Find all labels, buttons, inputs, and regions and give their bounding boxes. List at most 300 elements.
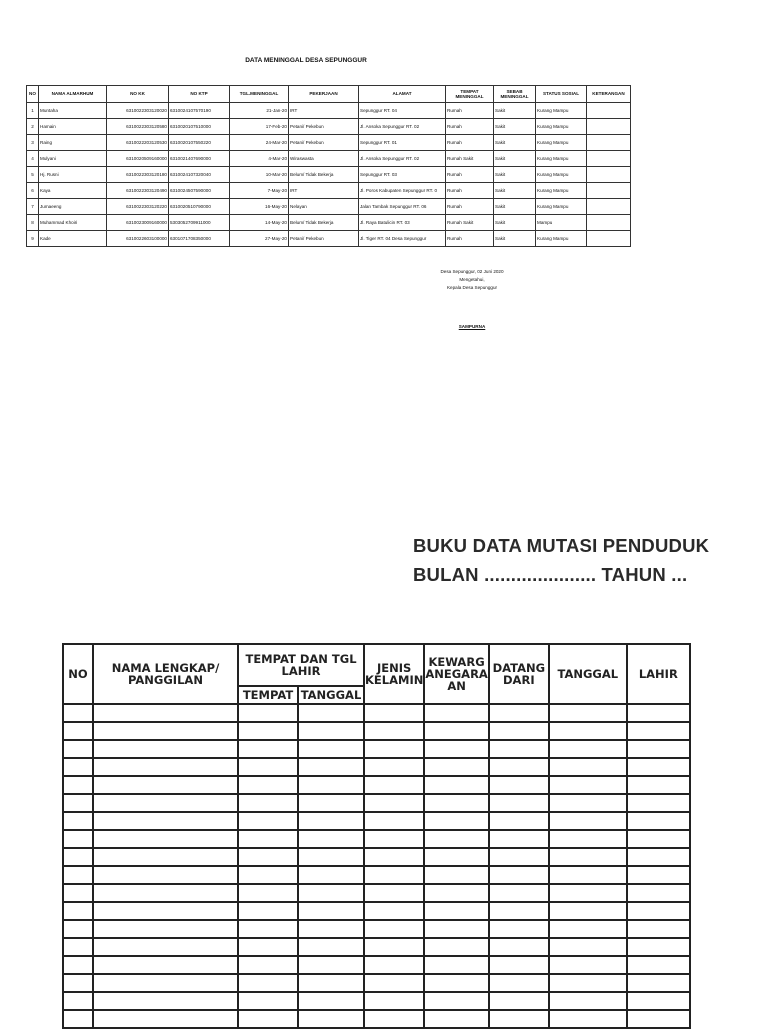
- cell-status: Kurang Mampu: [536, 151, 587, 167]
- empty-cell: [364, 704, 424, 722]
- table-row: [27, 151, 631, 167]
- cell-nama: Jumaeeng: [39, 199, 107, 215]
- header-tanggal: TANGGAL: [549, 644, 627, 704]
- empty-cell: [627, 758, 690, 776]
- cell-pekerjaan: Wiraswasta: [289, 151, 359, 167]
- empty-cell: [238, 740, 298, 758]
- cell-nama: Raing: [39, 135, 107, 151]
- header-status: STATUS SOSIAL: [536, 86, 587, 103]
- empty-cell: [627, 812, 690, 830]
- empty-cell: [424, 920, 488, 938]
- empty-row: [63, 956, 690, 974]
- header-keterangan: KETERANGAN: [587, 86, 631, 103]
- empty-cell: [238, 938, 298, 956]
- cell-tempat: Rumah: [446, 167, 494, 183]
- empty-cell: [489, 704, 549, 722]
- cell-nama: Muntaha: [39, 103, 107, 119]
- table-row: [27, 215, 631, 231]
- cell-nama: Muhammad Khoiri: [39, 215, 107, 231]
- cell-no: 4: [27, 151, 39, 167]
- cell-nama: Hamain: [39, 119, 107, 135]
- empty-cell: [298, 758, 364, 776]
- empty-cell: [298, 974, 364, 992]
- empty-cell: [93, 1010, 238, 1028]
- empty-cell: [298, 902, 364, 920]
- mutation-table: [62, 643, 691, 1029]
- cell-keterangan: [587, 167, 631, 183]
- empty-cell: [364, 956, 424, 974]
- empty-cell: [238, 884, 298, 902]
- signature-block: [412, 268, 532, 292]
- table-row: [27, 199, 631, 215]
- cell-tempat: Rumah: [446, 183, 494, 199]
- empty-cell: [627, 920, 690, 938]
- empty-cell: [63, 920, 93, 938]
- cell-pekerjaan: Belum/ Tidak Bekerja: [289, 167, 359, 183]
- empty-cell: [549, 758, 627, 776]
- empty-cell: [93, 992, 238, 1010]
- empty-cell: [238, 830, 298, 848]
- empty-cell: [238, 722, 298, 740]
- empty-cell: [364, 776, 424, 794]
- empty-row: [63, 1010, 690, 1028]
- empty-row: [63, 902, 690, 920]
- empty-cell: [549, 902, 627, 920]
- cell-tempat: Rumah: [446, 135, 494, 151]
- cell-status: Kurang Mampu: [536, 135, 587, 151]
- empty-cell: [93, 974, 238, 992]
- cell-alamat: Sepunggur RT. 04: [359, 103, 446, 119]
- cell-nama: Hj. Rusni: [39, 167, 107, 183]
- empty-cell: [364, 722, 424, 740]
- header-tempat: TEMPAT MENINGGAL: [446, 86, 494, 103]
- empty-cell: [238, 902, 298, 920]
- empty-cell: [489, 920, 549, 938]
- cell-tempat: Rumah: [446, 119, 494, 135]
- cell-no: 1: [27, 103, 39, 119]
- empty-cell: [364, 992, 424, 1010]
- empty-cell: [364, 884, 424, 902]
- mutation-book-title: BUKU DATA MUTASI PENDUDUK: [413, 535, 710, 556]
- empty-cell: [63, 938, 93, 956]
- cell-keterangan: [587, 183, 631, 199]
- empty-cell: [238, 776, 298, 794]
- empty-row: [63, 866, 690, 884]
- table-header-row: [27, 86, 631, 103]
- empty-cell: [489, 992, 549, 1010]
- empty-cell: [364, 812, 424, 830]
- header-nama-lengkap: NAMA LENGKAP/ PANGGILAN: [93, 644, 238, 704]
- header-pekerjaan: PEKERJAAN: [289, 86, 359, 103]
- table-row: [27, 103, 631, 119]
- empty-cell: [63, 830, 93, 848]
- cell-pekerjaan: Belum/ Tidak Bekerja: [289, 215, 359, 231]
- empty-cell: [627, 1010, 690, 1028]
- cell-keterangan: [587, 215, 631, 231]
- empty-cell: [63, 704, 93, 722]
- empty-cell: [424, 974, 488, 992]
- cell-status: Kurang Mampu: [536, 183, 587, 199]
- cell-kk: 6310022203120530: [107, 135, 169, 151]
- empty-row: [63, 938, 690, 956]
- empty-cell: [489, 884, 549, 902]
- cell-sebab: Sakit: [494, 231, 536, 247]
- cell-sebab: Sakit: [494, 215, 536, 231]
- empty-cell: [424, 902, 488, 920]
- empty-cell: [489, 902, 549, 920]
- cell-pekerjaan: IRT: [289, 183, 359, 199]
- cell-nama: Kade: [39, 231, 107, 247]
- empty-cell: [424, 830, 488, 848]
- empty-cell: [93, 956, 238, 974]
- empty-cell: [238, 704, 298, 722]
- empty-cell: [298, 794, 364, 812]
- empty-cell: [238, 956, 298, 974]
- empty-cell: [364, 830, 424, 848]
- empty-cell: [63, 884, 93, 902]
- empty-cell: [549, 722, 627, 740]
- empty-cell: [549, 1010, 627, 1028]
- empty-cell: [93, 884, 238, 902]
- cell-tgl: 14-May-20: [230, 215, 289, 231]
- cell-kk: 6310022303120180: [107, 167, 169, 183]
- empty-cell: [364, 758, 424, 776]
- cell-sebab: Sakit: [494, 135, 536, 151]
- cell-no: 7: [27, 199, 39, 215]
- cell-nama: Kaya: [39, 183, 107, 199]
- cell-status: Kurang Mampu: [536, 103, 587, 119]
- cell-pekerjaan: Petani/ Pekebun: [289, 119, 359, 135]
- empty-cell: [298, 704, 364, 722]
- empty-cell: [298, 1010, 364, 1028]
- table-row: [27, 167, 631, 183]
- empty-cell: [364, 920, 424, 938]
- empty-cell: [63, 758, 93, 776]
- cell-alamat: Jl. Ansoka Sepunggur RT. 02: [359, 119, 446, 135]
- cell-alamat: Jl. Raya Batulicin RT. 03: [359, 215, 446, 231]
- cell-tgl: 7-May-20: [230, 183, 289, 199]
- empty-row: [63, 830, 690, 848]
- empty-cell: [298, 866, 364, 884]
- empty-cell: [489, 866, 549, 884]
- cell-kk: 6310023009160000: [107, 215, 169, 231]
- cell-sebab: Sakit: [494, 199, 536, 215]
- empty-row: [63, 992, 690, 1010]
- empty-cell: [627, 938, 690, 956]
- empty-cell: [364, 740, 424, 758]
- header-tempat-tgl-lahir: TEMPAT DAN TGL LAHIR: [238, 644, 364, 686]
- cell-kk: 6310022603100000: [107, 231, 169, 247]
- empty-cell: [93, 866, 238, 884]
- empty-cell: [93, 830, 238, 848]
- empty-cell: [93, 848, 238, 866]
- cell-tgl: 27-May-20: [230, 231, 289, 247]
- cell-sebab: Sakit: [494, 167, 536, 183]
- empty-cell: [298, 992, 364, 1010]
- empty-cell: [238, 920, 298, 938]
- empty-cell: [424, 740, 488, 758]
- empty-cell: [63, 1010, 93, 1028]
- document-title: DATA MENINGGAL DESA SEPUNGGUR: [245, 57, 367, 64]
- cell-tgl: 10-Mar-20: [230, 167, 289, 183]
- header-tgl: TGL.MENINGGAL: [230, 86, 289, 103]
- empty-cell: [627, 848, 690, 866]
- empty-cell: [424, 866, 488, 884]
- empty-cell: [298, 938, 364, 956]
- cell-ktp: 6310020107510000: [169, 119, 230, 135]
- empty-cell: [298, 884, 364, 902]
- cell-keterangan: [587, 119, 631, 135]
- month-year-line: BULAN ..................... TAHUN ...: [413, 564, 688, 585]
- cell-ktp: 6310024507590000: [169, 183, 230, 199]
- cell-alamat: Jl. Tiger RT. 04 Desa Sepunggur: [359, 231, 446, 247]
- empty-cell: [298, 956, 364, 974]
- cell-no: 6: [27, 183, 39, 199]
- empty-cell: [424, 938, 488, 956]
- empty-cell: [489, 722, 549, 740]
- cell-ktp: 6310021407690000: [169, 151, 230, 167]
- empty-cell: [489, 740, 549, 758]
- cell-kk: 6310022303120490: [107, 183, 169, 199]
- header-lahir: LAHIR: [627, 644, 690, 704]
- empty-cell: [364, 848, 424, 866]
- empty-cell: [489, 758, 549, 776]
- empty-row: [63, 776, 690, 794]
- empty-cell: [424, 758, 488, 776]
- empty-cell: [627, 902, 690, 920]
- cell-tgl: 16-May-20: [230, 199, 289, 215]
- cell-keterangan: [587, 151, 631, 167]
- empty-cell: [238, 1010, 298, 1028]
- empty-cell: [549, 848, 627, 866]
- empty-cell: [627, 740, 690, 758]
- cell-no: 2: [27, 119, 39, 135]
- empty-cell: [424, 794, 488, 812]
- empty-cell: [549, 956, 627, 974]
- empty-cell: [298, 812, 364, 830]
- empty-cell: [424, 704, 488, 722]
- empty-cell: [489, 848, 549, 866]
- empty-cell: [627, 776, 690, 794]
- empty-cell: [549, 866, 627, 884]
- cell-kk: 6310022303120220: [107, 199, 169, 215]
- empty-cell: [424, 776, 488, 794]
- empty-cell: [489, 776, 549, 794]
- empty-cell: [424, 992, 488, 1010]
- empty-cell: [238, 974, 298, 992]
- cell-tempat: Rumah Sakit: [446, 151, 494, 167]
- cell-no: 9: [27, 231, 39, 247]
- empty-cell: [93, 920, 238, 938]
- cell-tempat: Rumah: [446, 103, 494, 119]
- empty-cell: [63, 956, 93, 974]
- empty-row: [63, 758, 690, 776]
- empty-cell: [63, 722, 93, 740]
- empty-row: [63, 740, 690, 758]
- cell-alamat: Jalan Tambak Sepunggur RT. 06: [359, 199, 446, 215]
- empty-cell: [93, 812, 238, 830]
- empty-cell: [489, 974, 549, 992]
- empty-row: [63, 704, 690, 722]
- empty-cell: [424, 1010, 488, 1028]
- empty-cell: [549, 812, 627, 830]
- cell-kk: 6310022303120020: [107, 103, 169, 119]
- header-sebab: SEBAB MENINGGAL: [494, 86, 536, 103]
- empty-cell: [93, 794, 238, 812]
- cell-kk: 6310022303120580: [107, 119, 169, 135]
- cell-nama: Mulyani: [39, 151, 107, 167]
- empty-row: [63, 848, 690, 866]
- empty-cell: [549, 992, 627, 1010]
- cell-ktp: 6310020107550220: [169, 135, 230, 151]
- cell-alamat: Sepunggur RT. 01: [359, 135, 446, 151]
- empty-cell: [627, 704, 690, 722]
- cell-keterangan: [587, 231, 631, 247]
- empty-row: [63, 794, 690, 812]
- empty-cell: [549, 830, 627, 848]
- cell-pekerjaan: Petani/ Pekebun: [289, 231, 359, 247]
- empty-cell: [93, 740, 238, 758]
- cell-kk: 6310020509160000: [107, 151, 169, 167]
- cell-sebab: Sakit: [494, 183, 536, 199]
- header-tanggal-lahir: TANGGAL: [298, 686, 364, 704]
- empty-row: [63, 920, 690, 938]
- empty-cell: [238, 992, 298, 1010]
- cell-no: 3: [27, 135, 39, 151]
- table-row: [27, 231, 631, 247]
- empty-cell: [627, 830, 690, 848]
- empty-cell: [93, 704, 238, 722]
- cell-alamat: Jl. Poros Kabupaten Sepunggur RT. 0: [359, 183, 446, 199]
- empty-cell: [424, 956, 488, 974]
- empty-cell: [489, 1010, 549, 1028]
- empty-cell: [489, 794, 549, 812]
- header-nama: NAMA ALMARHUM: [39, 86, 107, 103]
- empty-row: [63, 974, 690, 992]
- empty-cell: [298, 848, 364, 866]
- table-row: [27, 119, 631, 135]
- empty-cell: [549, 884, 627, 902]
- header-no: NO: [63, 644, 93, 704]
- cell-tgl: 24-Mar-20: [230, 135, 289, 151]
- signer-name: SAMPURNA: [458, 324, 486, 329]
- cell-status: Kurang Mampu: [536, 231, 587, 247]
- empty-cell: [364, 866, 424, 884]
- cell-no: 8: [27, 215, 39, 231]
- empty-cell: [93, 722, 238, 740]
- cell-status: Kurang Mampu: [536, 199, 587, 215]
- cell-sebab: Sakit: [494, 151, 536, 167]
- cell-tempat: Rumah: [446, 199, 494, 215]
- death-data-table: [26, 85, 631, 247]
- empty-cell: [549, 740, 627, 758]
- empty-cell: [63, 974, 93, 992]
- cell-keterangan: [587, 135, 631, 151]
- empty-cell: [364, 794, 424, 812]
- empty-cell: [93, 938, 238, 956]
- cell-status: Mampu: [536, 215, 587, 231]
- empty-cell: [63, 866, 93, 884]
- empty-cell: [238, 848, 298, 866]
- empty-cell: [298, 920, 364, 938]
- empty-cell: [424, 812, 488, 830]
- cell-pekerjaan: IRT: [289, 103, 359, 119]
- empty-cell: [549, 974, 627, 992]
- empty-cell: [549, 938, 627, 956]
- empty-cell: [424, 722, 488, 740]
- empty-cell: [364, 902, 424, 920]
- header-ktp: NO KTP: [169, 86, 230, 103]
- empty-cell: [549, 920, 627, 938]
- header-kewarganegaraan: KEWARG ANEGARA AN: [424, 644, 488, 704]
- empty-cell: [627, 722, 690, 740]
- empty-cell: [238, 758, 298, 776]
- empty-cell: [238, 812, 298, 830]
- empty-cell: [489, 938, 549, 956]
- empty-cell: [627, 884, 690, 902]
- empty-cell: [549, 776, 627, 794]
- empty-cell: [549, 704, 627, 722]
- cell-tgl: 21-Jan-20: [230, 103, 289, 119]
- header-no: NO: [27, 86, 39, 103]
- empty-row: [63, 884, 690, 902]
- empty-cell: [364, 938, 424, 956]
- empty-cell: [63, 776, 93, 794]
- empty-cell: [364, 974, 424, 992]
- empty-cell: [63, 812, 93, 830]
- cell-status: Kurang Mampu: [536, 167, 587, 183]
- known-label: Mengetahui,: [459, 277, 485, 282]
- empty-cell: [63, 992, 93, 1010]
- empty-cell: [238, 866, 298, 884]
- header-alamat: ALAMAT: [359, 86, 446, 103]
- empty-cell: [93, 902, 238, 920]
- empty-cell: [489, 830, 549, 848]
- empty-cell: [63, 794, 93, 812]
- header-datang-dari: DATANG DARI: [489, 644, 549, 704]
- table-row: [27, 135, 631, 151]
- cell-ktp: 6310024107320040: [169, 167, 230, 183]
- cell-pekerjaan: Nelayan: [289, 199, 359, 215]
- empty-cell: [424, 848, 488, 866]
- cell-status: Kurang Mampu: [536, 119, 587, 135]
- empty-row: [63, 812, 690, 830]
- empty-cell: [93, 776, 238, 794]
- cell-alamat: Sepunggur RT. 03: [359, 167, 446, 183]
- signer-role: Kepala Desa Sepunggur: [446, 285, 498, 290]
- empty-cell: [93, 758, 238, 776]
- cell-tgl: 4-Mar-20: [230, 151, 289, 167]
- cell-ktp: 5303052709911000: [169, 215, 230, 231]
- empty-row: [63, 722, 690, 740]
- empty-cell: [63, 902, 93, 920]
- empty-cell: [627, 956, 690, 974]
- table-row: [27, 183, 631, 199]
- cell-ktp: 6301071708350000: [169, 231, 230, 247]
- empty-cell: [627, 794, 690, 812]
- cell-ktp: 6310024107570190: [169, 103, 230, 119]
- empty-cell: [489, 812, 549, 830]
- empty-cell: [298, 722, 364, 740]
- cell-sebab: Sakit: [494, 103, 536, 119]
- place-date: Desa Sepunggur, 02 Juni 2020: [440, 269, 504, 274]
- cell-ktp: 6310020510790000: [169, 199, 230, 215]
- empty-cell: [489, 956, 549, 974]
- empty-cell: [298, 830, 364, 848]
- empty-cell: [549, 794, 627, 812]
- cell-sebab: Sakit: [494, 119, 536, 135]
- empty-cell: [424, 884, 488, 902]
